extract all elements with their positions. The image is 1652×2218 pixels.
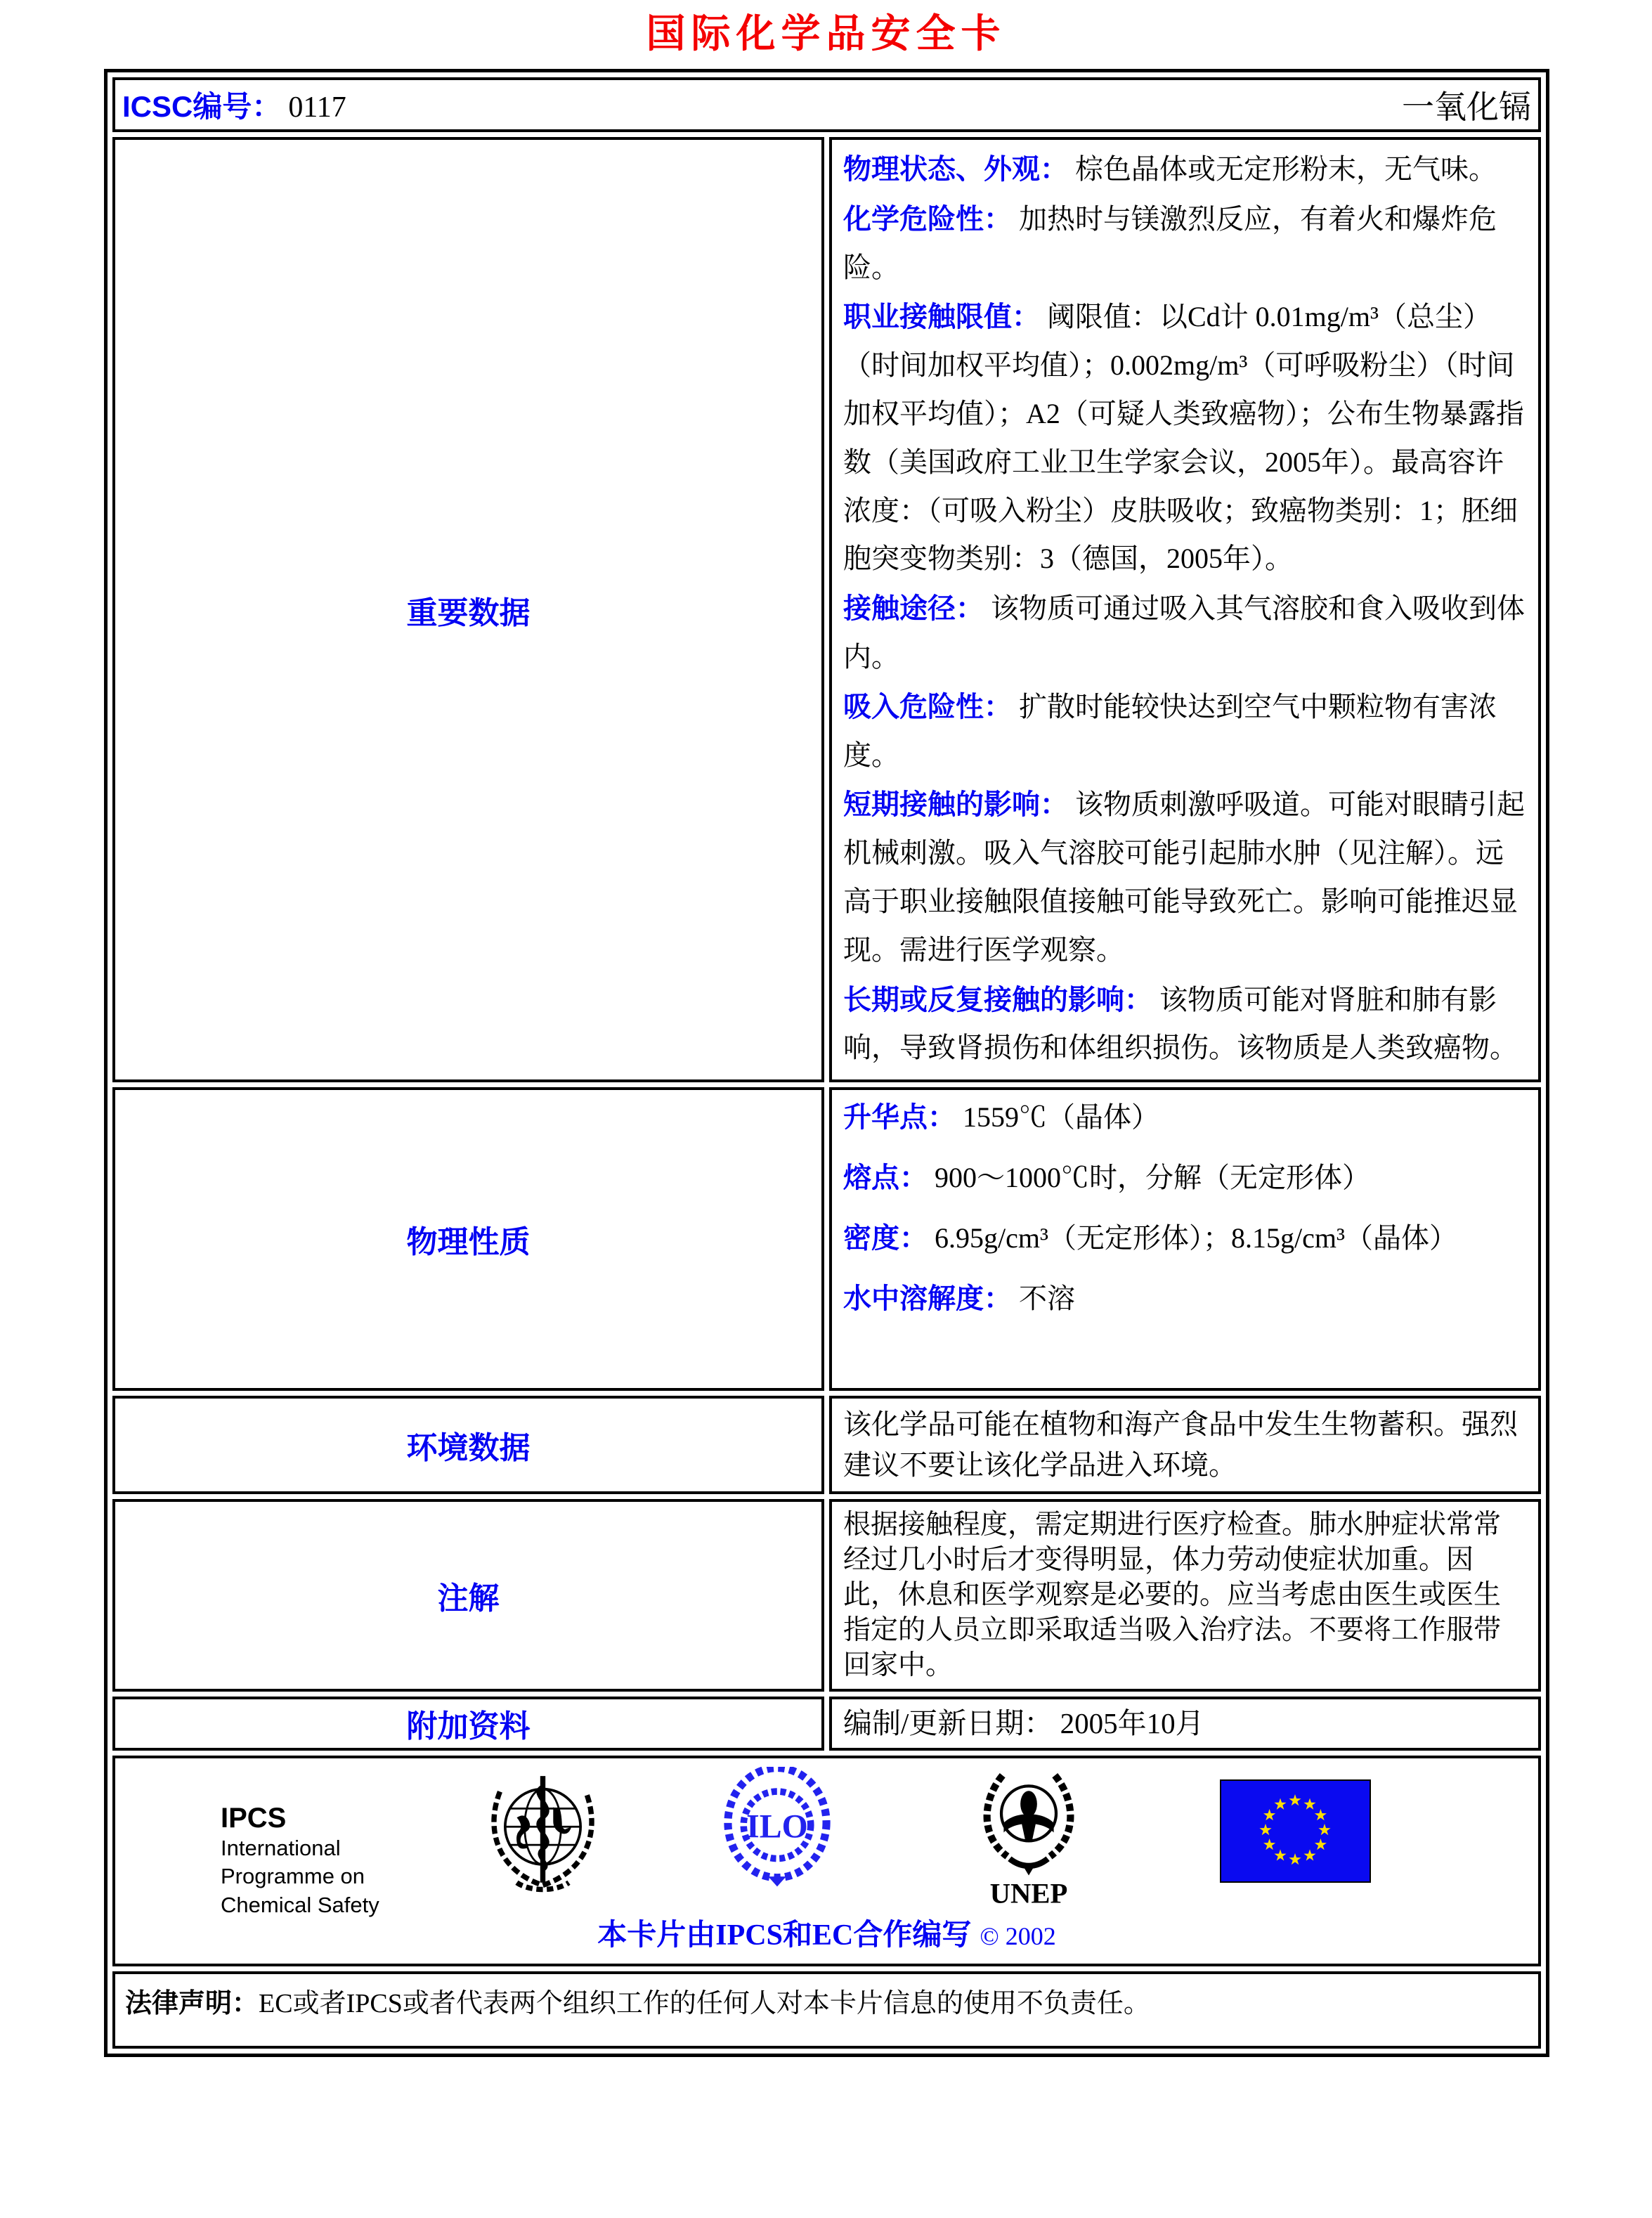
text-line — [843, 1217, 1527, 1260]
text-line — [843, 1096, 1527, 1139]
field-text: 加热时与镁激烈反应，有着火和爆炸危险。 — [843, 202, 1497, 283]
icsc-card-table — [104, 69, 1549, 2057]
ilo-logo-icon — [721, 1767, 833, 1888]
ipcs-text-block — [221, 1802, 379, 1919]
header-cell — [112, 77, 1541, 132]
chemical-name: 一氧化镉 — [1402, 89, 1531, 125]
text-line — [843, 976, 1527, 1073]
row-environmental-data — [112, 1396, 1541, 1494]
row-logos — [112, 1756, 1541, 1966]
field-label: 短期接触的影响： — [843, 789, 1068, 821]
field-label: 升华点： — [843, 1102, 956, 1134]
text-line — [843, 1507, 1527, 1683]
field-label: 长期或反复接触的影响： — [843, 984, 1152, 1016]
section-content-environmental-data — [829, 1396, 1541, 1494]
section-content-physical-properties — [829, 1087, 1541, 1391]
text-line — [843, 195, 1527, 292]
field-text: 该物质可通过吸入其气溶胶和食入吸收到体内。 — [843, 592, 1525, 673]
section-label-additional-info: 附加资料 — [112, 1697, 824, 1751]
field-text: 1559℃（晶体） — [956, 1101, 1159, 1134]
ipcs-full-line-1: International — [221, 1835, 341, 1860]
legal-notice-cell — [112, 1971, 1541, 2049]
field-text: 扩散时能较快达到空气中颗粒物有害浓度。 — [843, 690, 1497, 771]
section-content-notes — [829, 1499, 1541, 1692]
who-logo-icon — [478, 1768, 608, 1898]
unep-logo-icon — [969, 1768, 1088, 1909]
eu-flag-icon — [1220, 1779, 1371, 1883]
row-physical-properties — [112, 1087, 1541, 1391]
icsc-number-label: ICSC编号： — [122, 90, 282, 123]
text-line — [843, 293, 1527, 583]
field-text: 编制/更新日期： 2005年10月 — [843, 1706, 1204, 1739]
icsc-number-group — [122, 84, 346, 126]
field-label: 熔点： — [843, 1162, 928, 1194]
section-label-important-data: 重要数据 — [112, 137, 824, 1082]
section-label-environmental-data: 环境数据 — [112, 1396, 824, 1494]
header-row — [112, 77, 1541, 132]
page-title: 国际化学品安全卡 — [646, 11, 1006, 56]
section-label-notes: 注解 — [112, 1499, 824, 1692]
icsc-number-value: 0117 — [288, 91, 346, 124]
caption-text: 本卡片由IPCS和EC合作编写 — [597, 1919, 972, 1952]
logos-cell — [112, 1756, 1541, 1966]
row-legal-notice — [112, 1971, 1541, 2049]
field-label: 接触途径： — [843, 593, 984, 625]
field-text: 该物质可能对肾脏和肺有影响，导致肾损伤和体组织损伤。该物质是人类致癌物。 — [843, 983, 1518, 1064]
text-line — [843, 585, 1527, 682]
field-text: 不溶 — [1012, 1283, 1075, 1315]
ipcs-full-line-3: Chemical Safety — [221, 1892, 379, 1917]
field-label: 物理状态、外观： — [843, 154, 1068, 185]
field-text: 棕色晶体或无定形粉末，无气味。 — [1068, 153, 1497, 185]
ipcs-full-line-2: Programme on — [221, 1864, 365, 1889]
text-line — [843, 781, 1527, 974]
unep-label: UNEP — [989, 1877, 1068, 1909]
section-label-physical-properties: 物理性质 — [112, 1087, 824, 1391]
text-line — [843, 145, 1527, 194]
field-label: 水中溶解度： — [843, 1283, 1012, 1315]
ipcs-acronym: IPCS — [221, 1802, 287, 1834]
field-text: 阈限值：以Cd计 0.01mg/m³（总尘）（时间加权平均值）；0.002mg/m³（可呼吸粉尘）（时间加权平均值）；A2（可疑人类致癌物）；公布生物暴露指数（美国政府工业卫生学家会议，2005年）。最高容许浓度：（可吸入粉尘）皮肤吸收；致癌物类别：1；胚细胞突变物类别：3（德国，2005年）。 — [843, 301, 1524, 575]
footer-caption — [115, 1912, 1538, 1954]
row-additional-info — [112, 1697, 1541, 1751]
text-line — [843, 1404, 1527, 1486]
section-content-additional-info — [829, 1697, 1541, 1751]
field-text: 该化学品可能在植物和海产食品中发生生物蓄积。强烈建议不要让该化学品进入环境。 — [843, 1408, 1518, 1481]
legal-notice-text: EC或者IPCS或者代表两个组织工作的任何人对本卡片信息的使用不负责任。 — [259, 1988, 1150, 2018]
field-text: 6.95g/cm³（无定形体）；8.15g/cm³（晶体） — [928, 1222, 1457, 1254]
text-line — [843, 683, 1527, 780]
text-line — [843, 1705, 1527, 1742]
field-text: 根据接触程度，需定期进行医疗检查。肺水肿症状常常经过几小时后才变得明显，体力劳动使症状加重。因此，休息和医学观察是必要的。应当考虑由医生或医生指定的人员立即采取适当吸入治疗法。不要将工作服带回家中。 — [843, 1510, 1502, 1680]
field-text: 900～1000℃时，分解（无定形体） — [928, 1162, 1370, 1194]
row-important-data — [112, 137, 1541, 1082]
section-content-important-data — [829, 137, 1541, 1082]
field-text: 该物质刺激呼吸道。可能对眼睛引起机械刺激。吸入气溶胶可能引起肺水肿（见注解）。远高于职业接触限值接触可能导致死亡。影响可能推迟显现。需进行医学观察。 — [843, 789, 1525, 966]
field-label: 职业接触限值： — [843, 301, 1040, 333]
ilo-label: ILO — [746, 1808, 808, 1846]
copyright-text: © 2002 — [980, 1921, 1056, 1950]
text-line — [843, 1156, 1527, 1200]
field-label: 密度： — [843, 1223, 928, 1254]
field-label: 化学危险性： — [843, 203, 1012, 235]
text-line — [843, 1277, 1527, 1321]
field-label: 吸入危险性： — [843, 691, 1012, 722]
row-notes — [112, 1499, 1541, 1692]
legal-notice-label: 法律声明： — [125, 1988, 259, 2018]
